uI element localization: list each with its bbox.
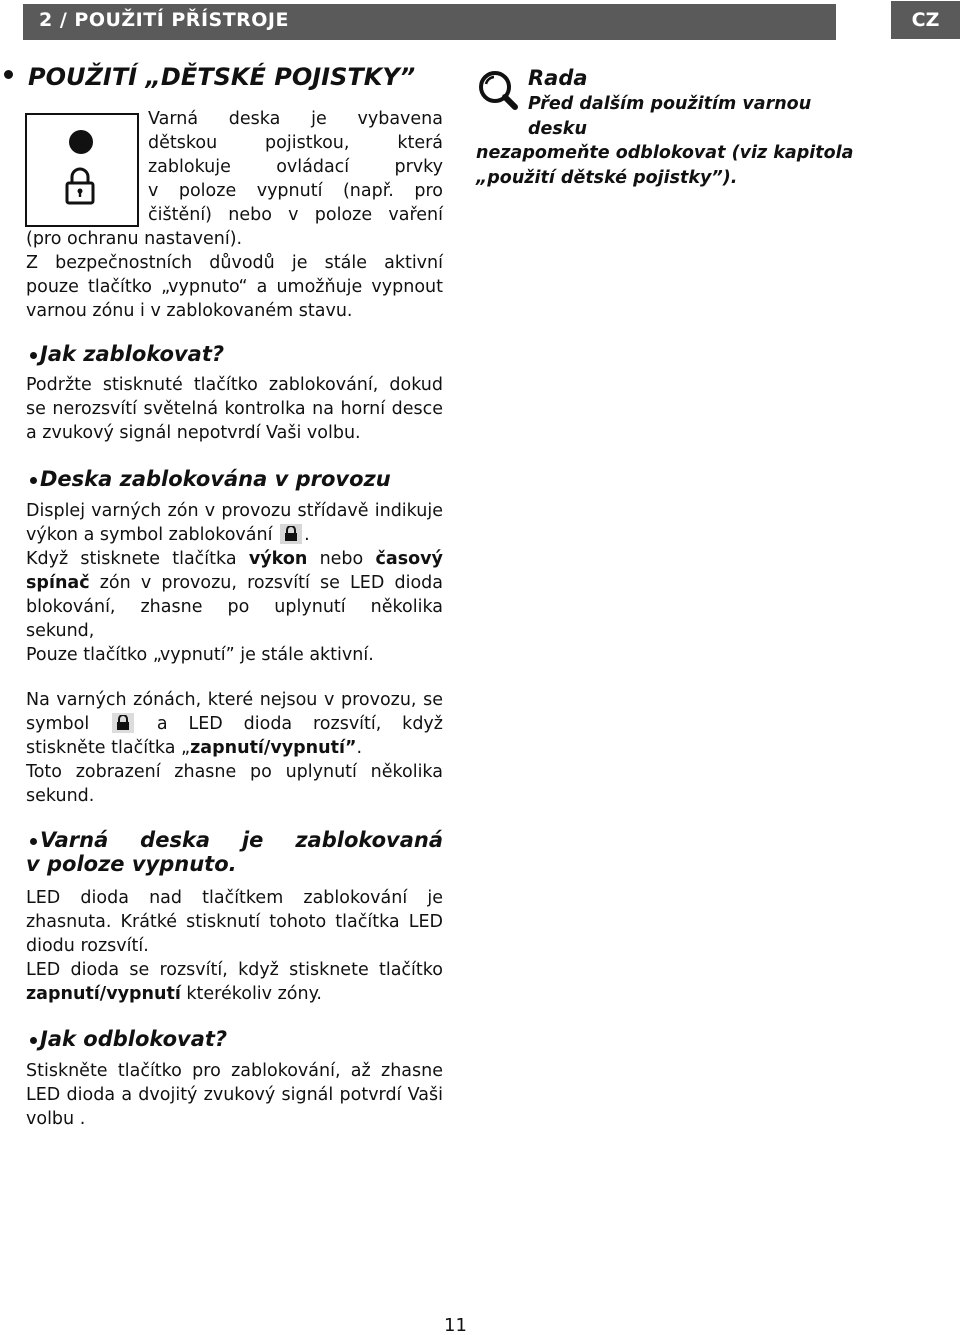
text-span: zón v provozu, rozsvítí se LED dioda bbox=[99, 573, 443, 593]
text-line: Varná deska je vybavena bbox=[148, 109, 443, 129]
section-bullet bbox=[4, 70, 13, 79]
text-line bbox=[26, 571, 443, 595]
text-line: LED dioda se rozsvítí, když stisknete tlačítko bbox=[26, 960, 443, 980]
text-line bbox=[26, 523, 443, 547]
text-line: sekund, bbox=[26, 621, 95, 641]
text-line: se nerozsvítí světelná kontrolka na horní desce bbox=[26, 399, 443, 419]
text-line bbox=[26, 712, 443, 736]
text-line: v poloze vypnutí (např. pro bbox=[148, 181, 443, 201]
text-line: zhasnuta. Krátké stisknutí tohoto tlačítka LED bbox=[26, 912, 443, 932]
text-line: LED dioda a dvojitý zvukový signál potvrdí Vaši bbox=[26, 1085, 443, 1105]
text-line: Pouze tlačítko „vypnutí” je stále aktivní. bbox=[26, 645, 374, 665]
tip-text bbox=[476, 92, 876, 190]
term-power: výkon bbox=[248, 549, 308, 569]
operating-heading bbox=[30, 467, 391, 491]
text-span: . bbox=[356, 738, 363, 758]
lock-symbol-icon bbox=[280, 524, 302, 544]
header-bar bbox=[23, 4, 836, 40]
text-line: diodu rozsvítí. bbox=[26, 936, 149, 956]
lock-heading-text: Jak zablokovat? bbox=[40, 342, 225, 366]
text-span: a LED dioda rozsvítí, když bbox=[156, 714, 443, 734]
term-timer: časový bbox=[375, 549, 443, 569]
lock-illustration bbox=[25, 113, 139, 227]
text-line bbox=[26, 736, 443, 760]
text-line bbox=[26, 547, 443, 571]
text-line: Podržte stisknuté tlačítko zablokování, dokud bbox=[26, 375, 443, 395]
page-number: 11 bbox=[444, 1315, 467, 1335]
text-line: Stiskněte tlačítko pro zablokování, až zhasne bbox=[26, 1061, 443, 1081]
language-badge: CZ bbox=[891, 1, 960, 39]
padlock-icon bbox=[65, 167, 95, 205]
lock-symbol-icon bbox=[112, 713, 134, 733]
text-line: Z bezpečnostních důvodů je stále aktivní bbox=[26, 253, 443, 273]
section-title: POUŽITÍ „DĚTSKÉ POJISTKY” bbox=[28, 63, 416, 91]
off-heading-line2: v poloze vypnuto. bbox=[26, 852, 237, 876]
text-line: LED dioda nad tlačítkem zablokování je bbox=[26, 888, 443, 908]
text-line bbox=[26, 982, 443, 1006]
bullet-icon bbox=[30, 477, 37, 484]
intro-text-indented bbox=[148, 107, 443, 227]
text-span: výkon a symbol zablokování bbox=[26, 525, 273, 545]
off-heading-line bbox=[30, 828, 443, 852]
text-line: nezapomeňte odblokovat (viz kapitola bbox=[476, 143, 854, 163]
off-heading-text: Varná deska je zablokovaná bbox=[40, 828, 443, 852]
term-on-off: zapnutí/vypnutí bbox=[26, 984, 181, 1004]
text-line: Před dalším použitím varnou desku bbox=[528, 94, 812, 139]
text-line: Na varných zónách, které nejsou v provozu, se bbox=[26, 690, 443, 710]
unlock-heading-text: Jak odblokovat? bbox=[40, 1027, 228, 1051]
text-line: a zvukový signál nepotvrdí Vaši volbu. bbox=[26, 423, 361, 443]
operating-text bbox=[26, 499, 443, 667]
off-text bbox=[26, 886, 443, 1006]
lock-text bbox=[26, 373, 443, 445]
text-line: blokování, zhasne po uplynutí několika bbox=[26, 597, 443, 617]
off-heading bbox=[26, 828, 443, 876]
unlock-heading bbox=[30, 1027, 227, 1051]
term-switch: spínač bbox=[26, 573, 90, 593]
intro-text bbox=[26, 227, 443, 323]
text-line: zablokuje ovládací prvky bbox=[148, 157, 443, 177]
text-span: Když stisknete tlačítka bbox=[26, 549, 237, 569]
text-line: volbu . bbox=[26, 1109, 86, 1129]
text-line: „použití dětské pojistky”). bbox=[476, 167, 738, 188]
inactive-text bbox=[26, 688, 443, 808]
bullet-icon bbox=[30, 1037, 37, 1044]
text-span: symbol bbox=[26, 714, 90, 734]
text-line: sekund. bbox=[26, 786, 95, 806]
text-line: dětskou pojistkou, která bbox=[148, 133, 443, 153]
text-span: nebo bbox=[319, 549, 364, 569]
text-line: čištění) nebo v poloze vaření bbox=[148, 205, 443, 225]
text-line: varnou zónu i v zablokovaném stavu. bbox=[26, 301, 353, 321]
text-line: Toto zobrazení zhasne po uplynutí několika bbox=[26, 762, 443, 782]
tip-title: Rada bbox=[528, 66, 588, 90]
page-title: 2 / POUŽITÍ PŘÍSTROJE bbox=[39, 9, 289, 31]
text-line: (pro ochranu nastavení). bbox=[26, 229, 243, 249]
bullet-icon bbox=[30, 838, 37, 845]
indicator-dot-icon bbox=[69, 130, 93, 154]
text-line: pouze tlačítko „vypnuto“ a umožňuje vypnout bbox=[26, 277, 443, 297]
lock-heading bbox=[30, 342, 224, 366]
bullet-icon bbox=[30, 352, 37, 359]
text-span: stiskněte tlačítka „ bbox=[26, 738, 191, 758]
operating-heading-text: Deska zablokována v provozu bbox=[40, 467, 391, 491]
text-line: Displej varných zón v provozu střídavě indikuje bbox=[26, 501, 443, 521]
unlock-text bbox=[26, 1059, 443, 1131]
text-span: kterékoliv zóny. bbox=[180, 984, 322, 1004]
term-on-off: zapnutí/vypnutí” bbox=[190, 738, 357, 758]
text-span: . bbox=[304, 525, 310, 545]
